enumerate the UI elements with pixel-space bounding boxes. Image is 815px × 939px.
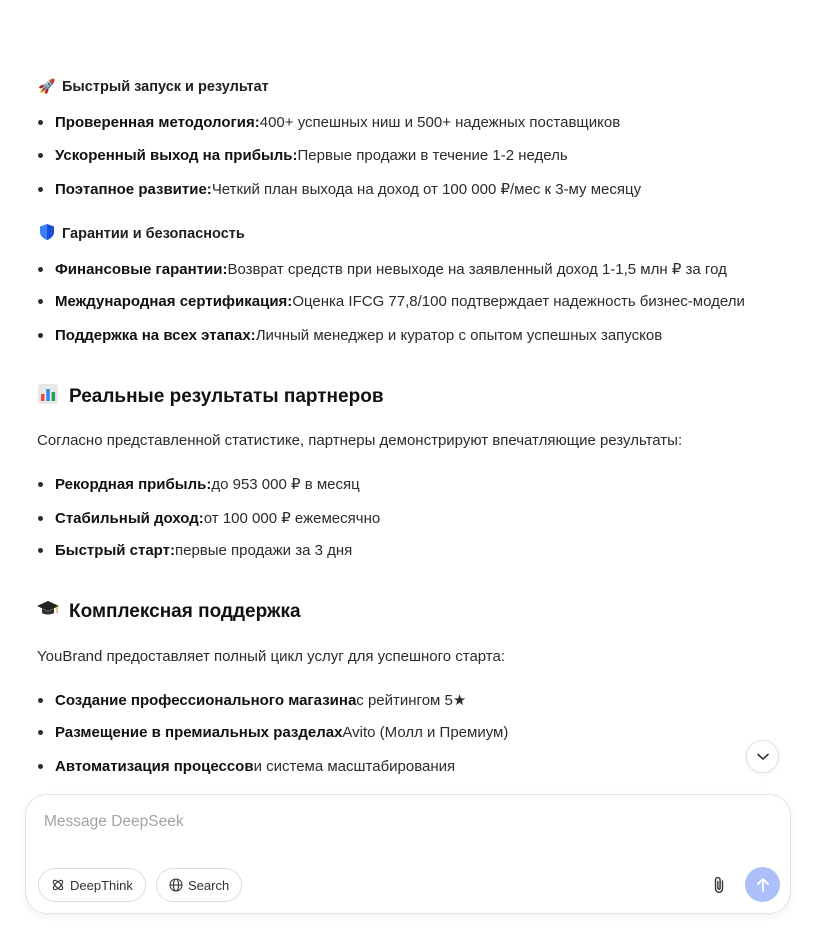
list-item-bold: Поддержка на всех этапах: [55,327,256,344]
paperclip-icon [713,876,725,894]
section-intro: YouBrand предоставляет полный цикл услуг для успешного старта: [37,648,506,665]
list-item-bold: Проверенная методология: [55,114,260,131]
list-item [37,180,641,198]
section-heading-text: Комплексная поддержка [69,600,301,622]
list-item-text: Первые продажи в течение 1-2 недель [297,147,568,164]
list-item-bold: Рекордная прибыль: [55,475,212,493]
bullet-dot [38,120,43,125]
section-heading-text: Быстрый запуск и результат [62,78,269,95]
list-item-bold: Размещение в премиальных разделах [55,724,343,741]
list-item [37,691,466,709]
bullet-dot [38,333,43,338]
list-item [37,260,727,278]
bar-chart-icon [37,384,59,409]
bullet-dot [38,482,43,487]
message-input[interactable]: Message DeepSeek [44,813,184,830]
list-item-text: с рейтингом 5★ [356,692,467,709]
list-item-bold: Быстрый старт: [55,542,175,559]
list-item-text: 400+ успешных ниш и 500+ надежных поставщиков [259,114,621,131]
list-item [37,758,455,775]
list-item-text: Четкий план выхода на доход от 100 000 ₽/мес к 3-му месяцу [211,181,642,198]
list-item-text: первые продажи за 3 дня [174,542,353,559]
scroll-to-bottom-button[interactable] [746,740,779,773]
attach-button[interactable] [709,875,729,895]
section-heading-guarantees [37,224,245,243]
bullet-dot [38,187,43,192]
bullet-dot [38,153,43,158]
list-item-text: Возврат средств при невыходе на заявленный доход 1-1,5 млн ₽ за год [227,261,727,278]
search-button[interactable] [156,868,242,902]
list-item [37,509,380,527]
bullet-dot [38,299,43,304]
bullet-dot [38,548,43,553]
shield-icon [37,224,57,243]
section-heading-support [37,600,301,623]
bullet-dot [38,698,43,703]
list-item-text: Оценка IFCG 77,8/100 подтверждает надежность бизнес-модели [292,293,745,310]
bullet-dot [38,267,43,272]
graduation-cap-icon [37,600,59,623]
list-item-text: Avito (Молл и Премиум) [342,724,509,741]
section-heading-launch [37,78,269,95]
list-item-bold: Поэтапное развитие: [55,180,212,198]
section-intro: Согласно представленной статистике, партнеры демонстрируют впечатляющие результаты: [37,432,683,449]
bullet-dot [38,764,43,769]
arrow-up-icon [756,877,770,893]
bullet-dot [38,516,43,521]
atom-icon [51,878,65,892]
list-item [37,293,745,310]
list-item-bold: Ускоренный выход на прибыль: [55,147,298,164]
list-item-bold: Стабильный доход: [55,509,204,527]
chevron-down-icon [757,753,769,761]
list-item-bold: Международная сертификация: [55,293,293,310]
list-item-text: от 100 000 ₽ ежемесячно [203,510,381,527]
list-item-bold: Автоматизация процессов [55,758,254,775]
rocket-icon: 🚀 [38,78,56,94]
list-item-bold: Финансовые гарантии: [55,260,228,278]
section-heading-results [37,384,384,409]
list-item-text: и система масштабирования [253,758,456,775]
search-label: Search [188,877,230,893]
globe-icon [169,878,183,892]
list-item [37,327,662,344]
section-heading-text: Гарантии и безопасность [62,225,245,242]
deepthink-label: DeepThink [70,877,133,893]
list-item [37,724,508,741]
list-item-text: Личный менеджер и куратор с опытом успешных запусков [255,327,663,344]
message-composer[interactable] [25,794,791,914]
list-item-text: до 953 000 ₽ в месяц [211,476,360,493]
list-item-bold: Создание профессионального магазина [55,691,357,709]
send-button[interactable] [745,867,780,902]
bullet-dot [38,730,43,735]
list-item [37,542,352,559]
list-item [37,147,568,164]
list-item [37,114,620,131]
section-heading-text: Реальные результаты партнеров [69,385,384,407]
deepthink-button[interactable] [38,868,146,902]
list-item [37,475,360,493]
